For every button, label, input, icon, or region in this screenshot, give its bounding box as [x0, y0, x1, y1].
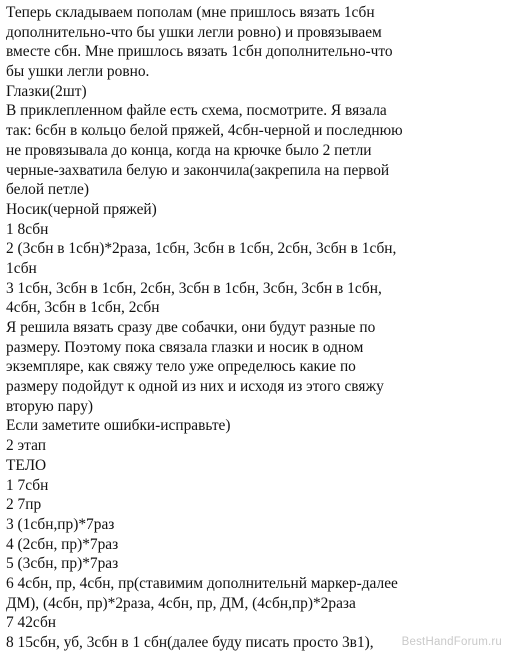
pattern-row: 4 (2сбн, пр)*7раз: [6, 535, 119, 553]
text-line: экземпляре, как свяжу тело уже определюсь какие по: [6, 358, 356, 376]
pattern-row: 4сбн, 3сбн в 1сбн, 2сбн: [6, 299, 160, 317]
text-line: не провязывала до конца, когда на крючке было 2 петли: [6, 141, 372, 159]
text-line: размеру. Поэтому пока связала глазки и носик в одном: [6, 338, 364, 356]
pattern-row: 2 (3сбн в 1сбн)*2раза, 1сбн, 3сбн в 1сбн, 2сбн, 3сбн в 1сбн,: [6, 240, 397, 258]
text-line: вторую пару): [6, 397, 94, 415]
text-line: Я решила вязать сразу две собачки, они будут разные по: [6, 319, 376, 336]
pattern-row: 1 7сбн: [6, 476, 49, 494]
pattern-row: ДМ), (4сбн, пр)*2раза, 4сбн, пр, ДМ, (4сбн,пр)*2раза: [6, 594, 356, 612]
stage-heading: 2 этап: [6, 437, 46, 455]
text-line: бы ушки легли ровно.: [6, 63, 150, 81]
pattern-row: 7 42сбн: [6, 614, 57, 632]
section-heading-nose: Носик(черной пряжей): [6, 200, 157, 218]
text-line: Теперь складываем пополам (мне пришлось вязать 1сбн: [6, 4, 375, 21]
section-heading-body: ТЕЛО: [6, 456, 47, 474]
pattern-row: 8 15сбн, уб, 3сбн в 1 сбн(далее буду писать просто 3в1),: [6, 634, 374, 651]
text-line: дополнительно-что бы ушки легли ровно) и провязываем: [6, 23, 382, 41]
pattern-row: 5 (3сбн, пр)*7раз: [6, 555, 119, 573]
pattern-row: 2 7пр: [6, 496, 42, 514]
text-line: Если заметите ошибки-исправьте): [6, 417, 231, 435]
text-line: так: 6сбн в кольцо белой пряжей, 4сбн-черной и последнюю: [6, 122, 403, 140]
pattern-row: 1сбн: [6, 259, 37, 277]
pattern-row: 3 (1сбн,пр)*7раз: [6, 515, 115, 533]
watermark: BestHandForum.ru: [401, 636, 502, 648]
text-line: черные-захватила белую и закончила(закрепила на первой: [6, 161, 390, 179]
text-line: вместе сбн. Мне пришлось вязать 1сбн дополнительно-что: [6, 43, 393, 61]
text-line: размеру подойдут к одной из них и исходя из этого свяжу: [6, 378, 384, 396]
pattern-row: 3 1сбн, 3сбн в 1сбн, 2сбн, 3сбн в 1сбн, 3сбн, 3сбн в 1сбн,: [6, 279, 382, 297]
text-line: В приклепленном файле есть схема, посмотрите. Я вязала: [6, 102, 387, 120]
text-line: белой петле): [6, 181, 89, 199]
pattern-row: 1 8сбн: [6, 220, 49, 238]
section-heading-eyes: Глазки(2шт): [6, 82, 87, 100]
document-text: [6, 3, 506, 653]
pattern-row: 6 4сбн, пр, 4сбн, пр(ставимим дополнительнй маркер-далее: [6, 574, 398, 592]
